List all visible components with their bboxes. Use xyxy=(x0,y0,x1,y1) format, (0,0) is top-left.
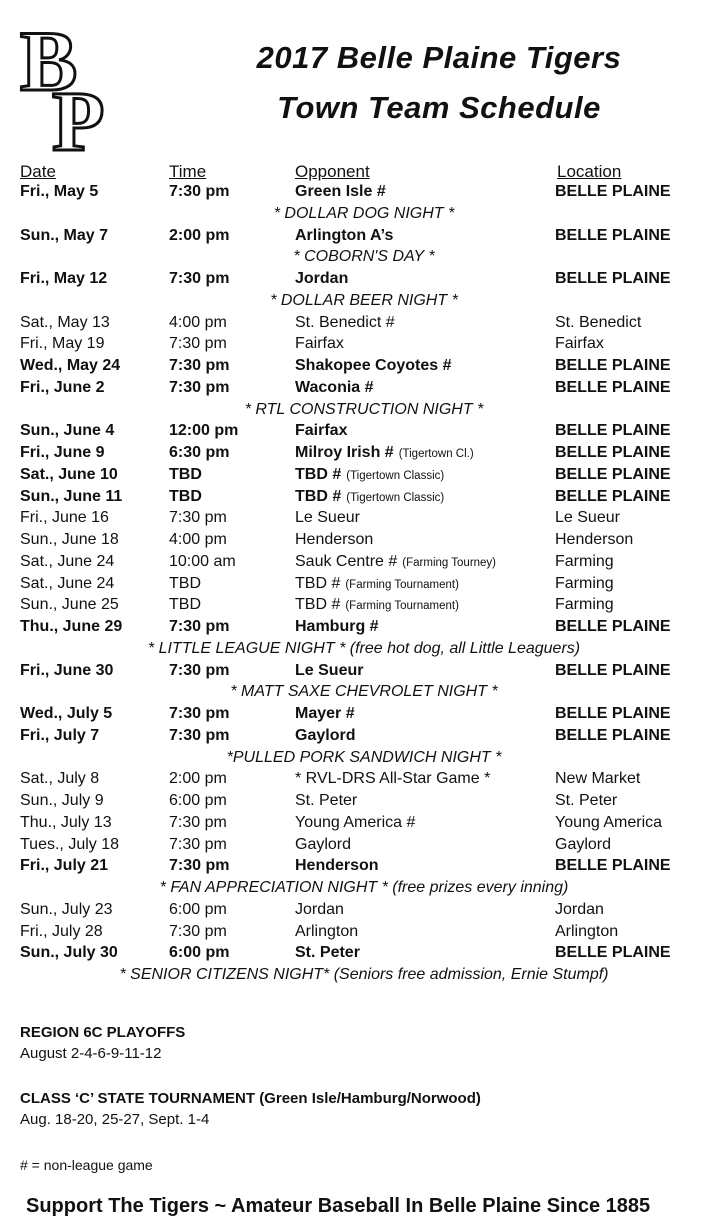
game-note: (Farming Tourney) xyxy=(402,556,497,569)
game-location: BELLE PLAINE xyxy=(555,944,671,962)
game-location: Gaylord xyxy=(555,835,612,853)
game-time: 10:00 am xyxy=(169,552,236,570)
game-row xyxy=(0,921,728,943)
game-opponent xyxy=(295,268,348,290)
game-date: Fri., July 28 xyxy=(20,922,103,940)
game-row xyxy=(0,834,728,856)
game-time: 7:30 pm xyxy=(169,509,227,527)
state-tournament-dates: Aug. 18-20, 25-27, Sept. 1-4 xyxy=(20,1111,210,1128)
game-time: 7:30 pm xyxy=(169,357,230,374)
game-date: Tues., July 18 xyxy=(20,835,120,853)
game-time: 7:30 pm xyxy=(169,335,227,353)
game-time: 7:30 pm xyxy=(169,378,230,396)
promo-night: * DOLLAR BEER NIGHT * xyxy=(270,291,458,309)
playoffs-title: REGION 6C PLAYOFFS xyxy=(20,1024,186,1041)
game-row xyxy=(0,942,728,964)
game-location: Farming xyxy=(555,596,614,614)
promo-night: *PULLED PORK SANDWICH NIGHT * xyxy=(226,748,502,766)
game-time: 12:00 pm xyxy=(169,422,239,440)
game-opponent xyxy=(295,725,355,747)
game-date: Sun., May 7 xyxy=(20,226,109,244)
game-row xyxy=(0,812,728,834)
game-time: TBD xyxy=(169,574,201,592)
game-time: 7:30 pm xyxy=(169,857,230,875)
game-opponent xyxy=(295,812,415,834)
game-row xyxy=(0,442,728,464)
game-row xyxy=(0,464,728,486)
game-location: Henderson xyxy=(555,531,634,548)
game-time: 7:30 pm xyxy=(169,835,227,853)
game-time: 7:30 pm xyxy=(169,922,227,940)
game-time: 6:30 pm xyxy=(169,444,230,461)
game-opponent-name: TBD # xyxy=(295,465,342,483)
game-row xyxy=(0,181,728,203)
game-opponent-name: Gaylord xyxy=(295,835,352,853)
game-opponent-name: Shakopee Coyotes # xyxy=(295,357,452,374)
game-opponent-name: Sauk Centre # xyxy=(295,552,398,570)
game-row xyxy=(0,529,728,551)
game-location: BELLE PLAINE xyxy=(555,661,671,679)
game-location: Arlington xyxy=(555,922,619,940)
game-location: BELLE PLAINE xyxy=(555,465,671,483)
game-opponent xyxy=(295,899,344,921)
game-row xyxy=(0,225,728,247)
game-date: Sun., June 18 xyxy=(20,531,119,548)
game-time: 6:00 pm xyxy=(169,900,227,918)
game-row xyxy=(0,333,728,355)
game-row xyxy=(0,355,728,377)
game-opponent xyxy=(295,529,373,551)
game-row xyxy=(0,855,728,877)
game-row xyxy=(0,573,728,595)
game-opponent-name: TBD # xyxy=(295,574,341,592)
schedule-title: 2017 Belle Plaine Tigers xyxy=(256,40,622,75)
game-time: TBD xyxy=(169,465,202,483)
game-location: BELLE PLAINE xyxy=(555,857,671,875)
game-location: Farming xyxy=(555,552,614,570)
game-location: Jordan xyxy=(555,900,604,918)
game-opponent-name: Young America # xyxy=(295,813,416,831)
game-opponent-name: St. Benedict # xyxy=(295,313,395,331)
game-opponent xyxy=(295,660,363,682)
game-date: Fri., May 19 xyxy=(20,335,105,353)
game-opponent-name: Milroy Irish # xyxy=(295,444,394,461)
game-note: (Tigertown Classic) xyxy=(346,469,445,482)
game-opponent xyxy=(295,486,444,510)
header-date: Date xyxy=(20,162,56,181)
game-location: Le Sueur xyxy=(555,509,620,527)
game-date: Sun., July 30 xyxy=(20,944,118,962)
game-time: 7:30 pm xyxy=(169,183,230,200)
game-date: Sun., June 25 xyxy=(20,596,119,614)
schedule-subtitle: Town Team Schedule xyxy=(277,90,601,125)
promo-night: * RTL CONSTRUCTION NIGHT * xyxy=(244,400,484,418)
game-date: Wed., May 24 xyxy=(20,357,121,374)
game-time: 7:30 pm xyxy=(169,705,230,722)
game-row xyxy=(0,551,728,573)
game-opponent xyxy=(295,333,344,355)
game-row xyxy=(0,486,728,508)
game-opponent-name: Fairfax xyxy=(295,335,344,353)
game-time: 7:30 pm xyxy=(169,661,230,679)
game-date: Thu., July 13 xyxy=(20,813,112,831)
game-date: Sun., June 4 xyxy=(20,422,115,440)
schedule-table xyxy=(0,181,728,986)
game-opponent xyxy=(295,225,393,247)
game-opponent xyxy=(295,855,379,877)
game-date: Sat., May 13 xyxy=(20,313,110,331)
game-location: Farming xyxy=(555,574,614,592)
game-date: Fri., June 30 xyxy=(20,661,114,679)
game-location: St. Benedict xyxy=(555,313,642,331)
game-opponent xyxy=(295,420,347,442)
game-opponent xyxy=(295,464,444,488)
header-time: Time xyxy=(169,162,207,181)
game-row xyxy=(0,377,728,399)
game-opponent-name: Le Sueur xyxy=(295,661,364,679)
svg-text:P: P xyxy=(52,73,105,158)
game-opponent-name: Hamburg # xyxy=(295,618,379,635)
state-tournament-hosts: (Green Isle/Hamburg/Norwood) xyxy=(259,1090,481,1107)
game-location: BELLE PLAINE xyxy=(555,270,671,287)
game-location: New Market xyxy=(555,770,641,788)
game-time: 4:00 pm xyxy=(169,531,227,548)
promo-night: * LITTLE LEAGUE NIGHT * (free hot dog, all Little Leaguers) xyxy=(147,639,581,657)
game-time: 4:00 pm xyxy=(169,313,227,331)
promo-night: * FAN APPRECIATION NIGHT * (free prizes every inning) xyxy=(159,879,569,896)
game-opponent-name: Henderson xyxy=(295,531,374,548)
game-note: (Farming Tournament) xyxy=(345,578,459,591)
promo-night: * COBORN'S DAY * xyxy=(293,248,435,266)
state-tournament-title: CLASS ‘C’ STATE TOURNAMENT xyxy=(20,1090,256,1107)
header-opponent: Opponent xyxy=(295,162,370,181)
game-row xyxy=(0,507,728,529)
game-opponent xyxy=(295,594,459,618)
game-row xyxy=(0,268,728,290)
game-row xyxy=(0,790,728,812)
game-row xyxy=(0,703,728,725)
game-location: BELLE PLAINE xyxy=(555,357,671,374)
game-opponent xyxy=(295,616,379,638)
game-opponent-name: Henderson xyxy=(295,857,379,875)
game-location: Fairfax xyxy=(555,335,604,353)
game-row xyxy=(0,312,728,334)
game-opponent-name: Green Isle # xyxy=(295,183,386,200)
game-location: St. Peter xyxy=(555,792,618,809)
game-opponent xyxy=(295,942,360,964)
game-opponent-name: Arlington xyxy=(295,922,359,940)
game-date: Sun., July 23 xyxy=(20,900,113,918)
game-note: (Tigertown Cl.) xyxy=(398,448,474,460)
state-tournament-section xyxy=(20,1090,481,1128)
game-opponent xyxy=(295,573,459,597)
game-opponent-name: Le Sueur xyxy=(295,509,360,527)
game-opponent xyxy=(295,507,360,529)
game-row xyxy=(0,616,728,638)
game-opponent-name: Jordan xyxy=(295,900,344,918)
game-opponent-name: TBD # xyxy=(295,596,341,614)
bp-logo xyxy=(16,18,128,158)
game-opponent-name: Gaylord xyxy=(295,726,356,744)
game-row xyxy=(0,725,728,747)
game-opponent xyxy=(295,834,351,856)
game-opponent-name: Mayer # xyxy=(295,705,355,722)
game-opponent-name: TBD # xyxy=(295,487,342,505)
game-location: BELLE PLAINE xyxy=(555,705,671,722)
game-location: BELLE PLAINE xyxy=(555,226,671,244)
game-date: Wed., July 5 xyxy=(20,705,113,722)
game-time: 7:30 pm xyxy=(169,270,230,287)
game-row xyxy=(0,594,728,616)
game-date: Sat., July 8 xyxy=(20,770,100,788)
game-opponent xyxy=(295,181,386,203)
game-date: Thu., June 29 xyxy=(20,618,123,635)
game-opponent xyxy=(295,703,355,725)
header-location: Location xyxy=(557,162,622,181)
game-row xyxy=(0,660,728,682)
game-date: Sat., June 24 xyxy=(20,552,115,570)
game-time: TBD xyxy=(169,487,202,505)
game-opponent-name: Fairfax xyxy=(295,422,348,440)
game-time: 6:00 pm xyxy=(169,792,227,809)
game-opponent-name: Waconia # xyxy=(295,378,374,396)
game-time: TBD xyxy=(169,596,201,614)
promo-night: * MATT SAXE CHEVROLET NIGHT * xyxy=(230,683,498,701)
game-date: Sat., June 10 xyxy=(20,465,118,483)
playoffs-dates: August 2-4-6-9-11-12 xyxy=(20,1045,162,1062)
game-date: Fri., June 2 xyxy=(20,378,105,396)
game-time: 2:00 pm xyxy=(169,770,227,788)
game-time: 6:00 pm xyxy=(169,944,230,962)
game-row xyxy=(0,899,728,921)
playoffs-section xyxy=(20,1024,185,1062)
game-location: BELLE PLAINE xyxy=(555,618,671,635)
game-opponent xyxy=(295,921,358,943)
game-opponent xyxy=(295,355,452,377)
promo-night: * SENIOR CITIZENS NIGHT* (Seniors free admission, Ernie Stumpf) xyxy=(119,966,609,983)
game-opponent xyxy=(295,790,357,812)
game-opponent-name: * RVL-DRS All-Star Game * xyxy=(295,770,491,788)
game-date: Fri., May 5 xyxy=(20,183,99,200)
svg-text:B: B xyxy=(20,18,78,109)
game-date: Sun., June 11 xyxy=(20,487,123,505)
game-opponent-name: Arlington A’s xyxy=(295,226,394,244)
game-note: (Tigertown Classic) xyxy=(346,491,445,504)
game-date: Fri., June 9 xyxy=(20,444,105,461)
game-location: BELLE PLAINE xyxy=(555,487,671,505)
game-date: Fri., July 21 xyxy=(20,857,109,875)
game-opponent-name: St. Peter xyxy=(295,792,358,809)
game-opponent-name: Jordan xyxy=(295,270,349,287)
game-date: Sun., July 9 xyxy=(20,792,104,809)
game-date: Fri., June 16 xyxy=(20,509,109,527)
game-location: BELLE PLAINE xyxy=(555,422,671,440)
game-location: Young America xyxy=(555,813,663,831)
legend: # = non-league game xyxy=(20,1157,153,1173)
game-opponent-name: St. Peter xyxy=(295,944,360,962)
game-time: 7:30 pm xyxy=(169,618,230,635)
game-time: 7:30 pm xyxy=(169,726,230,744)
game-time: 2:00 pm xyxy=(169,226,230,244)
game-date: Fri., May 12 xyxy=(20,270,108,287)
game-row xyxy=(0,768,728,790)
footer-tagline: Support The Tigers ~ Amateur Baseball In Belle Plaine Since 1885 xyxy=(26,1195,651,1217)
game-row xyxy=(0,420,728,442)
game-location: BELLE PLAINE xyxy=(555,444,671,461)
game-opponent xyxy=(295,551,496,575)
game-location: BELLE PLAINE xyxy=(555,183,671,200)
game-opponent xyxy=(295,442,474,466)
promo-night: * DOLLAR DOG NIGHT * xyxy=(273,204,455,222)
game-note: (Farming Tournament) xyxy=(345,600,459,613)
game-location: BELLE PLAINE xyxy=(555,378,671,396)
game-date: Fri., July 7 xyxy=(20,726,100,744)
game-date: Sat., June 24 xyxy=(20,574,115,592)
game-opponent xyxy=(295,768,490,790)
game-opponent xyxy=(295,377,374,399)
game-opponent xyxy=(295,312,395,334)
game-location: BELLE PLAINE xyxy=(555,726,671,744)
game-time: 7:30 pm xyxy=(169,813,227,831)
